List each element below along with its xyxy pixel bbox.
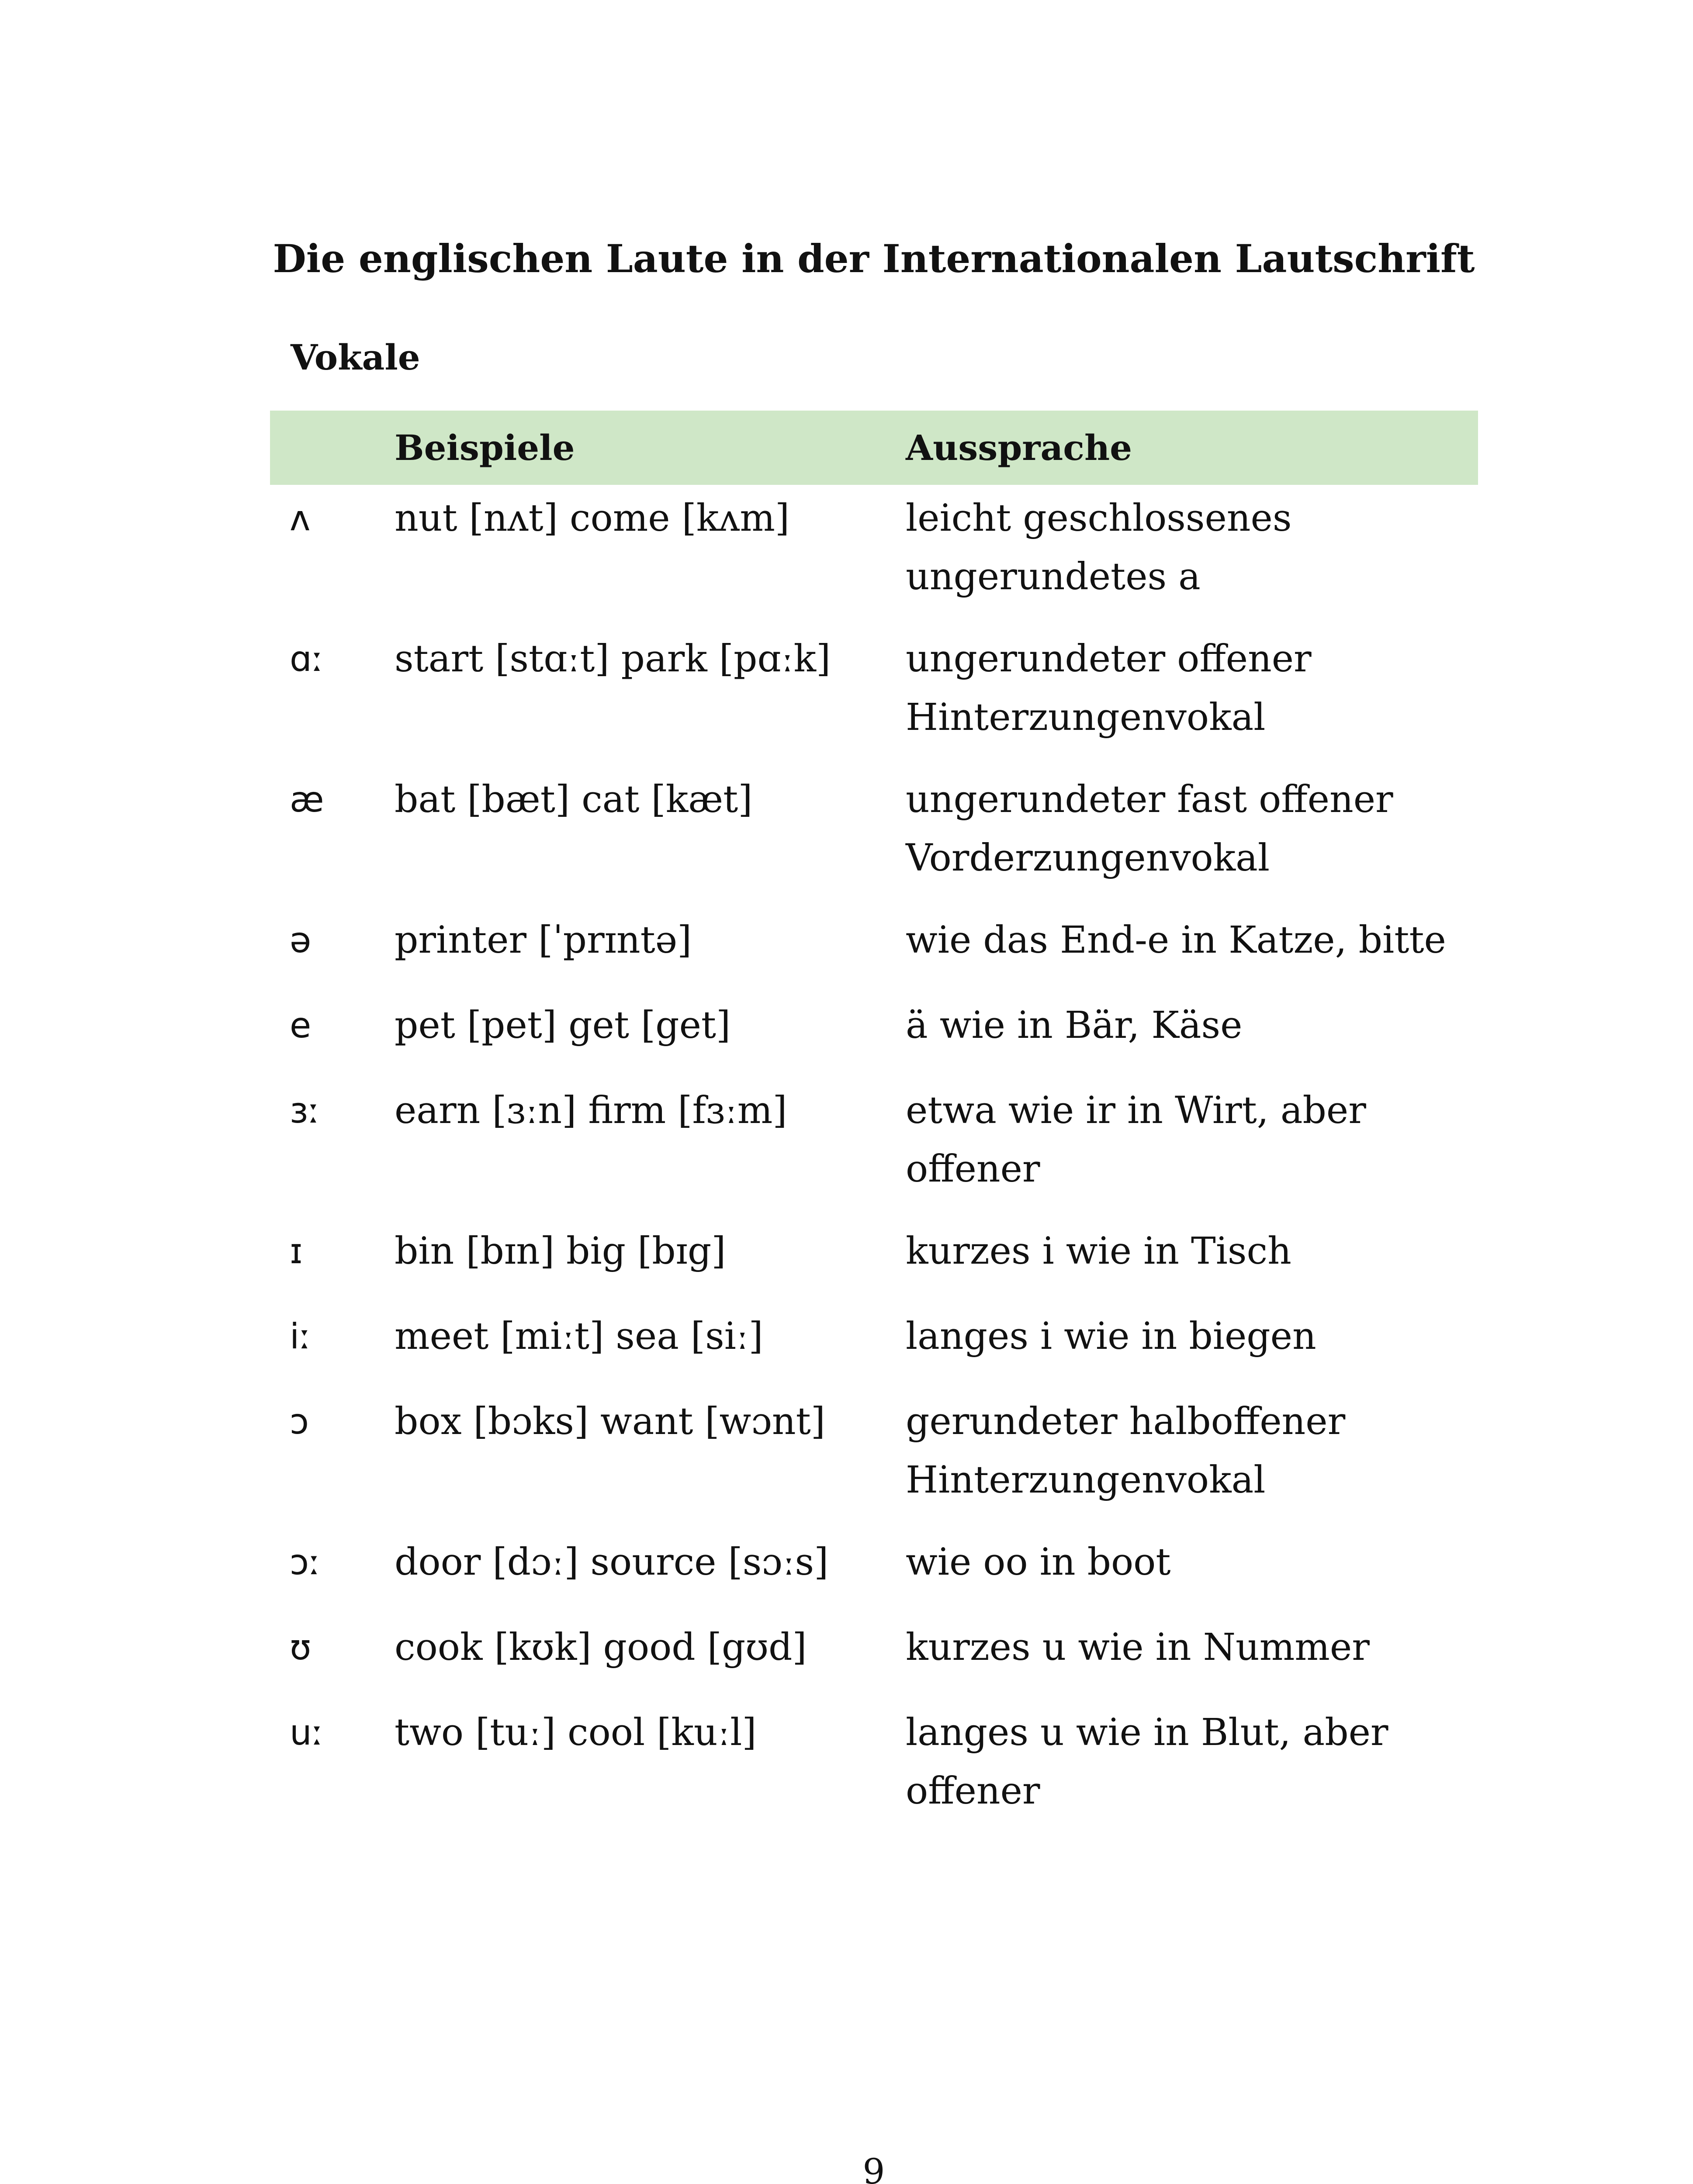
page-title: Die englischen Laute in der Internationalen Lautschrift xyxy=(273,236,1475,281)
examples-cell: meet [miːt] sea [siː] xyxy=(395,1315,763,1358)
table-row xyxy=(270,489,1478,606)
pronunciation-cell: gerundeter halboffener Hinterzungenvokal xyxy=(906,1400,1346,1502)
table-row xyxy=(270,1618,1478,1677)
vowel-table xyxy=(270,411,1478,1821)
column-header-examples: Beispiele xyxy=(395,427,575,468)
table-header xyxy=(270,411,1478,485)
table-row xyxy=(270,1222,1478,1281)
examples-cell: bat [bæt] cat [kæt] xyxy=(395,778,753,821)
pronunciation-cell: langes u wie in Blut, aber offener xyxy=(906,1711,1388,1813)
column-header-pronunciation: Aussprache xyxy=(906,427,1132,468)
symbol-cell: ɜː xyxy=(290,1090,320,1131)
examples-cell: printer [ˈprɪntə] xyxy=(395,919,692,962)
table-row xyxy=(270,771,1478,888)
examples-cell: bin [bɪn] big [bɪg] xyxy=(395,1230,726,1273)
examples-cell: start [stɑːt] park [pɑːk] xyxy=(395,637,831,681)
pronunciation-cell: wie oo in boot xyxy=(906,1541,1171,1584)
symbol-cell: iː xyxy=(290,1316,312,1357)
examples-cell: two [tuː] cool [kuːl] xyxy=(395,1711,757,1754)
examples-cell: earn [ɜːn] firm [fɜːm] xyxy=(395,1089,787,1132)
symbol-cell: ɔ xyxy=(290,1401,309,1442)
examples-cell: box [bɔks] want [wɔnt] xyxy=(395,1400,825,1443)
symbol-cell: æ xyxy=(290,779,324,820)
pronunciation-cell: kurzes u wie in Nummer xyxy=(906,1626,1370,1669)
pronunciation-cell: etwa wie ir in Wirt, aber offener xyxy=(906,1089,1366,1191)
table-row xyxy=(270,1082,1478,1199)
pronunciation-cell: langes i wie in biegen xyxy=(906,1315,1316,1358)
section-heading: Vokale xyxy=(291,337,420,378)
symbol-cell: uː xyxy=(290,1712,324,1753)
symbol-cell: ʌ xyxy=(290,498,311,539)
pronunciation-cell: leicht geschlossenes ungerundetes a xyxy=(906,497,1292,598)
pronunciation-cell: ungerundeter fast offener Vorderzungenvokal xyxy=(906,778,1393,880)
pronunciation-cell: ungerundeter offener Hinterzungenvokal xyxy=(906,637,1312,739)
examples-cell: door [dɔː] source [sɔːs] xyxy=(395,1541,829,1584)
symbol-cell: ɪ xyxy=(290,1231,303,1272)
table-row xyxy=(270,1307,1478,1366)
page-number: 9 xyxy=(862,2151,885,2184)
symbol-cell: ʊ xyxy=(290,1627,312,1668)
pronunciation-cell: kurzes i wie in Tisch xyxy=(906,1230,1291,1273)
pronunciation-cell: wie das End-e in Katze, bitte xyxy=(906,919,1446,962)
pronunciation-cell: ä wie in Bär, Käse xyxy=(906,1004,1243,1047)
symbol-cell: ɑː xyxy=(290,639,324,679)
examples-cell: pet [pet] get [get] xyxy=(395,1004,731,1047)
symbol-cell: ɔː xyxy=(290,1542,321,1583)
examples-cell: cook [kʊk] good [gʊd] xyxy=(395,1626,807,1669)
symbol-cell: e xyxy=(290,1005,312,1046)
table-row xyxy=(270,1393,1478,1510)
table-row xyxy=(270,911,1478,970)
table-row xyxy=(270,1704,1478,1821)
table-row xyxy=(270,996,1478,1055)
table-row xyxy=(270,630,1478,747)
table-row xyxy=(270,1533,1478,1592)
symbol-cell: ə xyxy=(290,920,312,961)
examples-cell: nut [nʌt] come [kʌm] xyxy=(395,497,790,540)
